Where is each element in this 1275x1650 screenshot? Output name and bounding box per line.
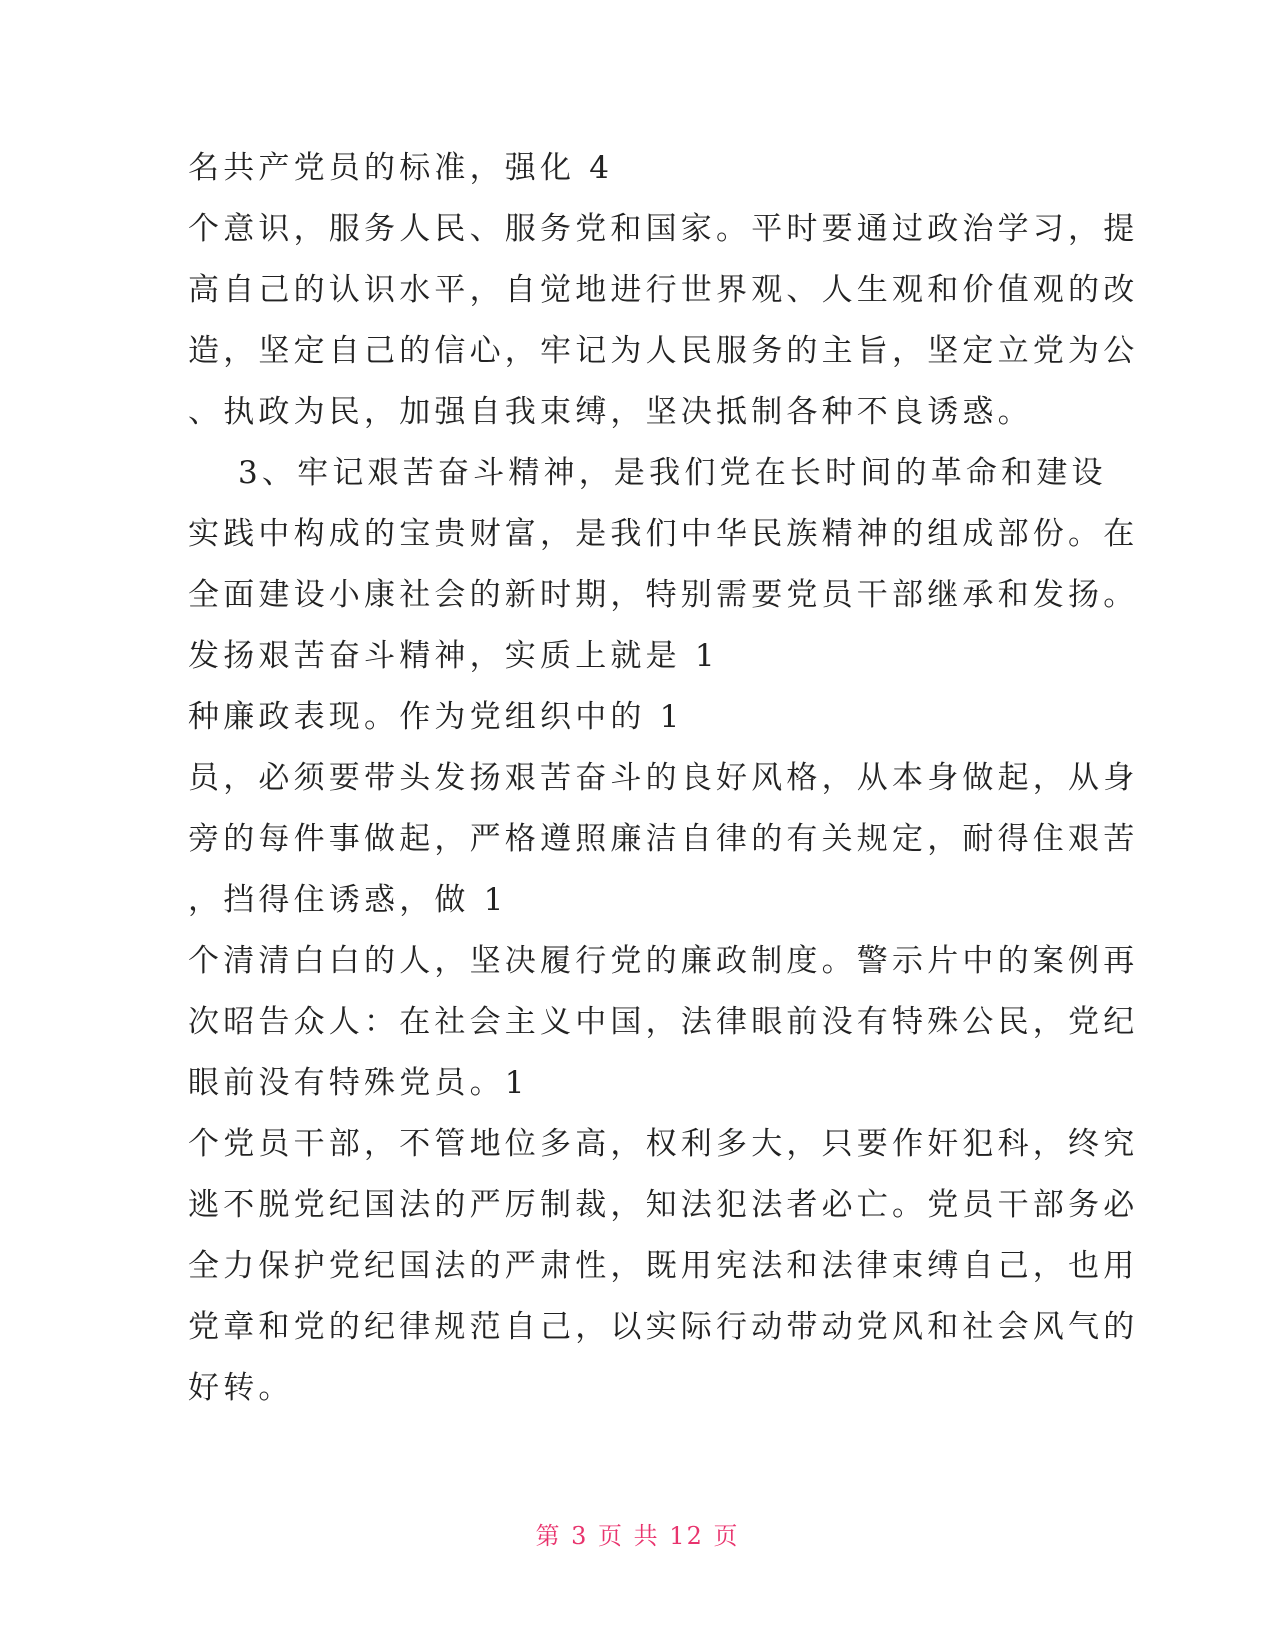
text-line: 党章和党的纪律规范自己，以实际行动带动党风和社会风气的 <box>188 1309 1139 1345</box>
text-line: 发扬艰苦奋斗精神，实质上就是 1 <box>188 638 719 674</box>
text-line: 种廉政表现。作为党组织中的 1 <box>188 699 684 735</box>
text-line: 次昭告众人：在社会主义中国，法律眼前没有特殊公民，党纪 <box>188 1004 1139 1040</box>
text-line: 全力保护党纪国法的严肃性，既用宪法和法律束缚自己，也用 <box>188 1248 1139 1284</box>
paragraph-start-line: 3、牢记艰苦奋斗精神，是我们党在长时间的革命和建设 <box>238 455 1107 491</box>
text-line: 个党员干部，不管地位多高，权利多大，只要作奸犯科，终究 <box>188 1126 1139 1162</box>
text-line: 旁的每件事做起，严格遵照廉洁自律的有关规定，耐得住艰苦 <box>188 821 1139 857</box>
text-line: 、执政为民，加强自我束缚，坚决抵制各种不良诱惑。 <box>188 394 1033 430</box>
text-line: 好转。 <box>188 1370 294 1406</box>
text-line: 眼前没有特殊党员。1 <box>188 1065 529 1101</box>
text-line: 造，坚定自己的信心，牢记为人民服务的主旨，坚定立党为公 <box>188 333 1139 369</box>
text-line: 实践中构成的宝贵财富，是我们中华民族精神的组成部份。在 <box>188 516 1139 552</box>
text-line: ，挡得住诱惑，做 1 <box>188 882 508 918</box>
text-line: 全面建设小康社会的新时期，特别需要党员干部继承和发扬。 <box>188 577 1139 613</box>
text-line: 名共产党员的标准，强化 4 <box>188 150 614 186</box>
text-line: 员，必须要带头发扬艰苦奋斗的良好风格，从本身做起，从身 <box>188 760 1139 796</box>
text-line: 高自己的认识水平，自觉地进行世界观、人生观和价值观的改 <box>188 272 1139 308</box>
text-line: 个清清白白的人，坚决履行党的廉政制度。警示片中的案例再 <box>188 943 1139 979</box>
page-number-footer: 第 3 页 共 12 页 <box>535 1522 740 1550</box>
text-line: 个意识，服务人民、服务党和国家。平时要通过政治学习，提 <box>188 211 1139 247</box>
text-line: 逃不脱党纪国法的严厉制裁，知法犯法者必亡。党员干部务必 <box>188 1187 1139 1223</box>
